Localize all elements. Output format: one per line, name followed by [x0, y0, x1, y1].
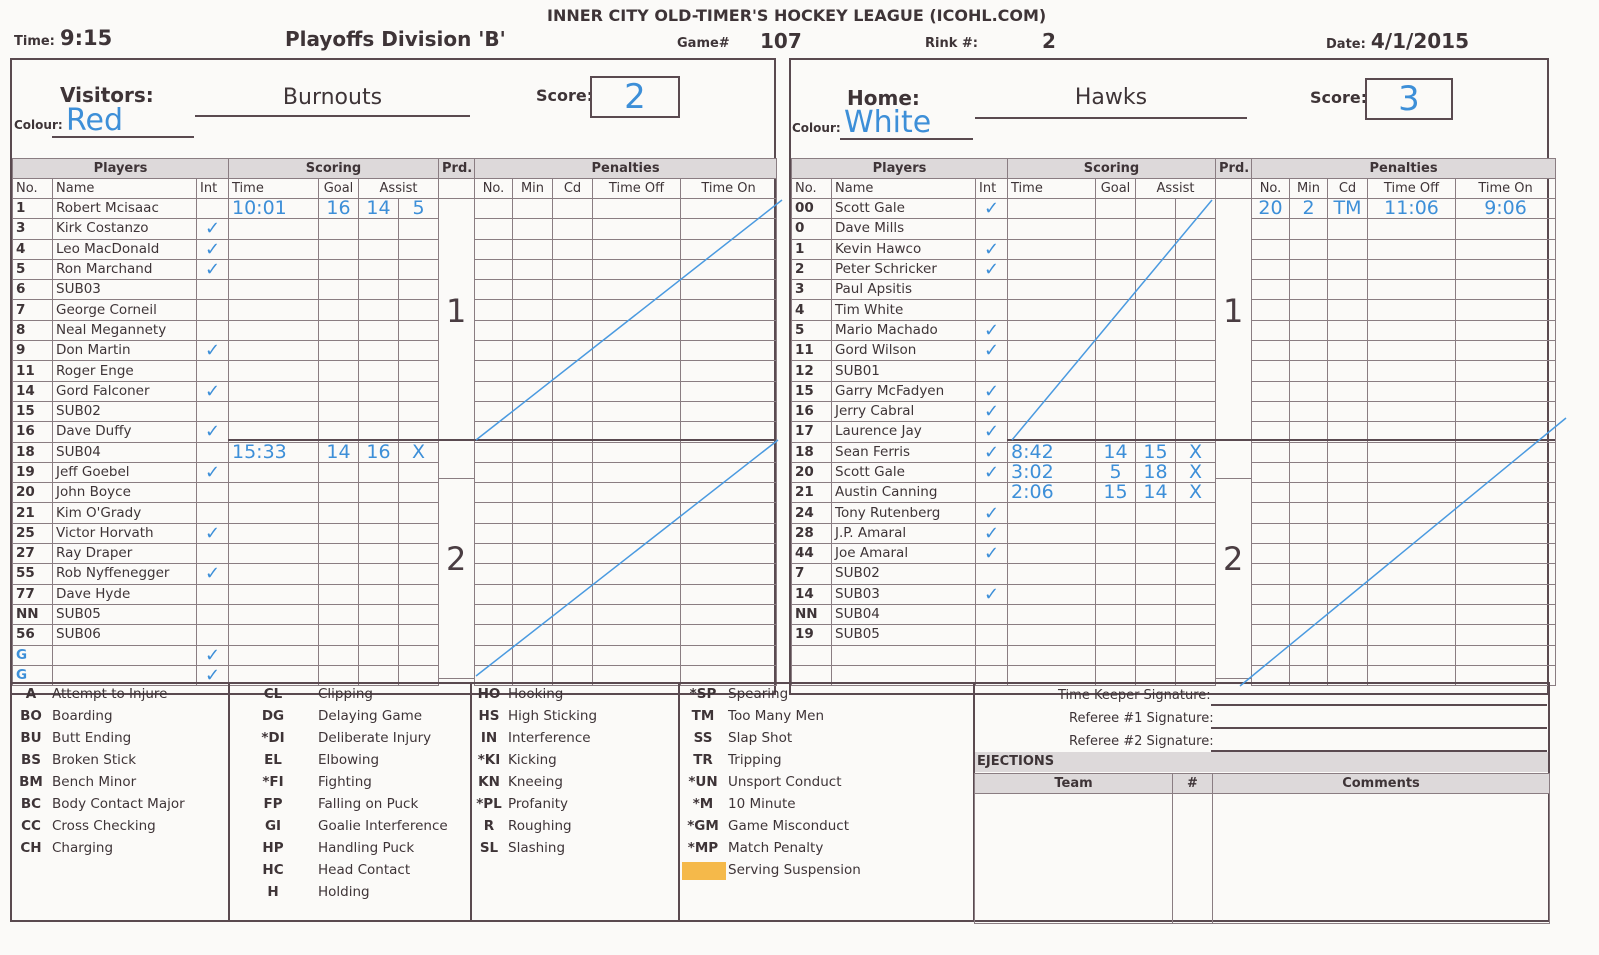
player-number: 11 — [13, 361, 53, 381]
no-header: No. — [792, 179, 832, 199]
referee1-signature-label: Referee #1 Signature: — [1069, 711, 1214, 726]
goal-scorer: 14 — [1096, 442, 1136, 462]
player-name: Mario Machado — [832, 320, 976, 340]
pen-on-header: Time On — [1456, 179, 1556, 199]
player-name: Tony Rutenberg — [832, 503, 976, 523]
division: Playoffs Division 'B' — [285, 27, 506, 51]
player-number: 9 — [13, 341, 53, 361]
player-number: 18 — [13, 442, 53, 462]
player-name: Garry McFadyen — [832, 381, 976, 401]
assist-2: 5 — [399, 199, 439, 219]
assist-header: Assist — [359, 179, 439, 199]
penalty-code-h: H — [267, 884, 279, 900]
int-check: ✓ — [197, 259, 229, 279]
player-name: Kevin Hawco — [832, 239, 976, 259]
player-name: Rob Nyffenegger — [53, 564, 197, 584]
home-colour-label: Colour: — [792, 121, 841, 135]
penalty-code-bm: BM — [19, 774, 43, 790]
player-number: 21 — [792, 483, 832, 503]
int-check: ✓ — [976, 259, 1008, 279]
penalty-description: Kicking — [508, 752, 557, 768]
home-team-name: Hawks — [975, 85, 1247, 119]
player-name: Robert Mcisaac — [53, 199, 197, 219]
player-name: SUB02 — [53, 401, 197, 421]
pen-cd-header: Cd — [553, 179, 593, 199]
player-number: 28 — [792, 523, 832, 543]
player-name: Victor Horvath — [53, 523, 197, 543]
int-check: ✓ — [197, 341, 229, 361]
player-number: G — [13, 665, 53, 685]
player-number: 25 — [13, 523, 53, 543]
player-name: Paul Apsitis — [832, 280, 976, 300]
int-check: ✓ — [197, 381, 229, 401]
penalty-description: Tripping — [728, 752, 782, 768]
penalties-header: Penalties — [1252, 159, 1556, 179]
period-2-label: 2 — [1223, 540, 1244, 578]
player-number: 17 — [792, 422, 832, 442]
period-1-label: 1 — [446, 292, 467, 330]
penalty-code-sl: SL — [479, 840, 499, 856]
penalty-description: Profanity — [508, 796, 569, 812]
goal-time: 10:01 — [229, 199, 319, 219]
prd-header: Prd. — [1216, 159, 1252, 179]
penalty-description: Too Many Men — [728, 708, 825, 724]
player-name: SUB04 — [832, 604, 976, 624]
home-colour: White — [840, 106, 973, 140]
player-number: NN — [13, 604, 53, 624]
rink-number: 2 — [1042, 29, 1056, 53]
penalty-code-cc: CC — [21, 818, 41, 834]
penalty-code-star-fi: *FI — [262, 774, 284, 790]
player-name: Jeff Goebel — [53, 462, 197, 482]
int-check: ✓ — [976, 503, 1008, 523]
penalty-code-hs: HS — [478, 708, 500, 724]
player-number: 16 — [792, 401, 832, 421]
visitors-p2-strike — [476, 440, 778, 676]
players-header: Players — [13, 159, 229, 179]
player-name: Austin Canning — [832, 483, 976, 503]
home-label: Home: — [847, 86, 920, 110]
penalty-description: Roughing — [508, 818, 572, 834]
int-check: ✓ — [976, 584, 1008, 604]
player-name: Ron Marchand — [53, 259, 197, 279]
pen-on-header: Time On — [681, 179, 777, 199]
date-value: 4/1/2015 — [1370, 29, 1469, 53]
penalty-min: 2 — [1290, 199, 1328, 219]
visitors-score: 2 — [590, 76, 680, 118]
player-number: 0 — [792, 219, 832, 239]
int-header: Int — [976, 179, 1008, 199]
int-check: ✓ — [976, 422, 1008, 442]
player-name: SUB01 — [832, 361, 976, 381]
player-name: SUB06 — [53, 625, 197, 645]
player-number: 14 — [792, 584, 832, 604]
players-header: Players — [792, 159, 1008, 179]
period-1-label: 1 — [1223, 292, 1244, 330]
goal-time: 2:06 — [1008, 483, 1096, 503]
penalty-description: High Sticking — [508, 708, 598, 724]
player-number: 21 — [13, 503, 53, 523]
name-header: Name — [53, 179, 197, 199]
visitors-score-label: Score: — [536, 86, 594, 105]
int-check: ✓ — [197, 564, 229, 584]
penalty-code-fp: FP — [263, 796, 283, 812]
penalty-description: Head Contact — [318, 862, 411, 878]
int-check: ✓ — [976, 544, 1008, 564]
player-name: Peter Schricker — [832, 259, 976, 279]
league-title: INNER CITY OLD-TIMER'S HOCKEY LEAGUE (ICOHL.COM) — [547, 6, 1047, 25]
penalty-description: Butt Ending — [52, 730, 132, 746]
penalty-code-tm: TM — [691, 708, 715, 724]
player-name: Kim O'Grady — [53, 503, 197, 523]
time-label: Time: — [14, 34, 55, 49]
penalty-description: Handling Puck — [318, 840, 415, 856]
player-name: Dave Hyde — [53, 584, 197, 604]
player-number: 11 — [792, 341, 832, 361]
pen-no-header: No. — [1252, 179, 1290, 199]
player-name: Neal Megannety — [53, 320, 197, 340]
player-number: 3 — [792, 280, 832, 300]
player-name: Gord Falconer — [53, 381, 197, 401]
player-name: SUB02 — [832, 564, 976, 584]
goal-time: 8:42 — [1008, 442, 1096, 462]
player-name: Scott Gale — [832, 462, 976, 482]
int-check: ✓ — [197, 665, 229, 685]
visitors-colour: Red — [52, 104, 194, 138]
referee2-signature-label: Referee #2 Signature: — [1069, 734, 1214, 749]
pen-min-header: Min — [1290, 179, 1328, 199]
player-name: Dave Mills — [832, 219, 976, 239]
player-number: 7 — [792, 564, 832, 584]
penalty-code-ch: CH — [20, 840, 42, 856]
player-number: 15 — [13, 401, 53, 421]
ejections-title: EJECTIONS — [975, 752, 1548, 772]
player-name: Laurence Jay — [832, 422, 976, 442]
assist-1: 15 — [1136, 442, 1176, 462]
penalty-description: Body Contact Major — [52, 796, 185, 812]
penalty-description: Boarding — [52, 708, 113, 724]
penalty-description: Interference — [508, 730, 591, 746]
player-number: 20 — [792, 462, 832, 482]
penalty-code-star-sp: *SP — [689, 686, 717, 702]
player-number: 00 — [792, 199, 832, 219]
home-score-label: Score: — [1310, 88, 1368, 107]
game-number: 107 — [760, 29, 802, 53]
player-number: NN — [792, 604, 832, 624]
no-header: No. — [13, 179, 53, 199]
pen-no-header: No. — [475, 179, 513, 199]
time-header: Time — [1008, 179, 1096, 199]
penalty-description: Deliberate Injury — [318, 730, 432, 746]
player-name: Jerry Cabral — [832, 401, 976, 421]
int-check: ✓ — [976, 523, 1008, 543]
penalty-description: 10 Minute — [728, 796, 796, 812]
penalty-description: Fighting — [318, 774, 372, 790]
penalty-code-star-mp: *MP — [687, 840, 719, 856]
player-number: 1 — [792, 239, 832, 259]
penalty-code-in: IN — [480, 730, 498, 746]
player-number: 77 — [13, 584, 53, 604]
int-check: ✓ — [197, 645, 229, 665]
player-number: 1 — [13, 199, 53, 219]
assist-2: X — [1176, 462, 1216, 482]
rink-label: Rink #: — [925, 36, 978, 51]
player-number: G — [13, 645, 53, 665]
player-number: 4 — [13, 239, 53, 259]
prd-header: Prd. — [439, 159, 475, 179]
penalties-header: Penalties — [475, 159, 777, 179]
penalty-code-dg: DG — [261, 708, 285, 724]
player-number: 3 — [13, 219, 53, 239]
player-name: Joe Amaral — [832, 544, 976, 564]
player-number: 19 — [792, 625, 832, 645]
penalty-description: Spearing — [728, 686, 789, 702]
penalty-description: Elbowing — [318, 752, 380, 768]
penalty-code-bc: BC — [20, 796, 42, 812]
player-name: SUB03 — [832, 584, 976, 604]
home-score: 3 — [1365, 78, 1453, 120]
int-check: ✓ — [976, 462, 1008, 482]
player-name: SUB05 — [832, 625, 976, 645]
penalty-time-off: 11:06 — [1368, 199, 1456, 219]
player-name: Tim White — [832, 300, 976, 320]
player-name: John Boyce — [53, 483, 197, 503]
penalty-player: 20 — [1252, 199, 1290, 219]
goal-scorer: 14 — [319, 442, 359, 462]
visitors-colour-label: Colour: — [14, 118, 63, 132]
int-check: ✓ — [197, 239, 229, 259]
penalty-description: Slashing — [508, 840, 566, 856]
penalty-description: Delaying Game — [318, 708, 423, 724]
penalty-description: Charging — [52, 840, 114, 856]
assist-1: 16 — [359, 442, 399, 462]
pen-min-header: Min — [513, 179, 553, 199]
int-check: ✓ — [976, 401, 1008, 421]
scoring-header: Scoring — [229, 159, 439, 179]
penalty-code-cl: CL — [263, 686, 283, 702]
int-check: ✓ — [197, 523, 229, 543]
penalty-description: Slap Shot — [728, 730, 793, 746]
pen-off-header: Time Off — [593, 179, 681, 199]
penalty-code-tr: TR — [693, 752, 713, 768]
int-check: ✓ — [197, 462, 229, 482]
int-check: ✓ — [976, 442, 1008, 462]
ejections-number-header: # — [1173, 774, 1213, 794]
penalty-code-kn: KN — [478, 774, 500, 790]
penalty-code-hc: HC — [262, 862, 284, 878]
penalty-code-r: R — [483, 818, 495, 834]
player-name: SUB03 — [53, 280, 197, 300]
int-check: ✓ — [976, 341, 1008, 361]
penalty-code-star-un: *UN — [688, 774, 718, 790]
player-number: 24 — [792, 503, 832, 523]
player-number: 16 — [13, 422, 53, 442]
penalty-description: Cross Checking — [52, 818, 156, 834]
assist-2: X — [1176, 442, 1216, 462]
penalty-description: Clipping — [318, 686, 373, 702]
player-number: 18 — [792, 442, 832, 462]
player-name: SUB05 — [53, 604, 197, 624]
visitors-team-name: Burnouts — [195, 85, 470, 117]
player-name: J.P. Amaral — [832, 523, 976, 543]
game-label: Game# — [677, 36, 730, 51]
int-header: Int — [197, 179, 229, 199]
penalty-code: TM — [1328, 199, 1368, 219]
home-scoring-strike — [1012, 200, 1212, 440]
time-header: Time — [229, 179, 319, 199]
penalty-code-bo: BO — [20, 708, 42, 724]
time-value: 9:15 — [59, 26, 113, 50]
penalty-description: Serving Suspension — [728, 862, 861, 878]
int-check: ✓ — [976, 381, 1008, 401]
home-p2-strike — [1240, 418, 1566, 686]
penalty-code-ss: SS — [693, 730, 713, 746]
ejections-comments-header: Comments — [1213, 774, 1550, 794]
player-name: Don Martin — [53, 341, 197, 361]
player-number: 2 — [792, 259, 832, 279]
assist-1: 14 — [1136, 483, 1176, 503]
player-number: 6 — [13, 280, 53, 300]
penalty-time-on: 9:06 — [1456, 199, 1556, 219]
penalty-description: Match Penalty — [728, 840, 824, 856]
goal-scorer: 5 — [1096, 462, 1136, 482]
player-number: 12 — [792, 361, 832, 381]
player-number: 14 — [13, 381, 53, 401]
assist-1: 18 — [1136, 462, 1176, 482]
penalty-code-gi: GI — [264, 818, 282, 834]
int-check: ✓ — [976, 239, 1008, 259]
goal-time: 15:33 — [229, 442, 319, 462]
penalty-description: Holding — [318, 884, 370, 900]
player-number: 44 — [792, 544, 832, 564]
player-number: 8 — [13, 320, 53, 340]
ejections-team-header: Team — [975, 774, 1173, 794]
period-2-label: 2 — [446, 540, 467, 578]
int-check: ✓ — [976, 199, 1008, 219]
visitors-label: Visitors: — [60, 83, 154, 107]
pen-off-header: Time Off — [1368, 179, 1456, 199]
penalty-description: Game Misconduct — [728, 818, 849, 834]
penalty-description: Bench Minor — [52, 774, 137, 790]
player-name: Kirk Costanzo — [53, 219, 197, 239]
scoring-header: Scoring — [1008, 159, 1216, 179]
assist-2: X — [399, 442, 439, 462]
player-number: 15 — [792, 381, 832, 401]
penalty-description: Falling on Puck — [318, 796, 419, 812]
player-number: 5 — [13, 259, 53, 279]
assist-header: Assist — [1136, 179, 1216, 199]
goal-scorer: 16 — [319, 199, 359, 219]
name-header: Name — [832, 179, 976, 199]
player-number: 20 — [13, 483, 53, 503]
penalty-description: Broken Stick — [52, 752, 137, 768]
player-number: 4 — [792, 300, 832, 320]
visitors-p1-strike — [476, 200, 782, 440]
player-name: Sean Ferris — [832, 442, 976, 462]
penalty-description: Hooking — [508, 686, 564, 702]
penalty-code-el: EL — [264, 752, 282, 768]
player-number: 55 — [13, 564, 53, 584]
penalty-code-star-m: *M — [692, 796, 714, 812]
player-name: Leo MacDonald — [53, 239, 197, 259]
player-number: 56 — [13, 625, 53, 645]
assist-2: X — [1176, 483, 1216, 503]
player-number: 7 — [13, 300, 53, 320]
timekeeper-signature-label: Time Keeper Signature: — [1058, 688, 1211, 703]
penalty-description: Goalie Interference — [318, 818, 448, 834]
int-check: ✓ — [197, 422, 229, 442]
penalty-code-star-gm: *GM — [687, 818, 719, 834]
goal-header: Goal — [1096, 179, 1136, 199]
penalty-description: Kneeing — [508, 774, 563, 790]
player-number: 27 — [13, 544, 53, 564]
goal-time: 3:02 — [1008, 462, 1096, 482]
player-number: 5 — [792, 320, 832, 340]
goal-header: Goal — [319, 179, 359, 199]
penalty-code-a: A — [25, 686, 37, 702]
player-name: Gord Wilson — [832, 341, 976, 361]
penalty-code-star-pl: *PL — [476, 796, 502, 812]
player-name: Ray Draper — [53, 544, 197, 564]
player-name: SUB04 — [53, 442, 197, 462]
goal-scorer: 15 — [1096, 483, 1136, 503]
penalty-description: Attempt to Injure — [52, 686, 168, 702]
player-name: George Corneil — [53, 300, 197, 320]
player-name: Scott Gale — [832, 199, 976, 219]
penalty-code-star-di: *DI — [261, 730, 285, 746]
penalty-code-star-ki: *KI — [477, 752, 501, 768]
penalty-code-ho: HO — [477, 686, 501, 702]
penalty-description: Unsport Conduct — [728, 774, 842, 790]
player-name: Dave Duffy — [53, 422, 197, 442]
int-check: ✓ — [197, 219, 229, 239]
int-check: ✓ — [976, 320, 1008, 340]
penalty-code-hp: HP — [262, 840, 284, 856]
date-label: Date: — [1326, 37, 1366, 52]
pen-cd-header: Cd — [1328, 179, 1368, 199]
penalty-code-bu: BU — [20, 730, 42, 746]
penalty-code-bs: BS — [20, 752, 41, 768]
assist-1: 14 — [359, 199, 399, 219]
player-name: Roger Enge — [53, 361, 197, 381]
player-number: 19 — [13, 462, 53, 482]
